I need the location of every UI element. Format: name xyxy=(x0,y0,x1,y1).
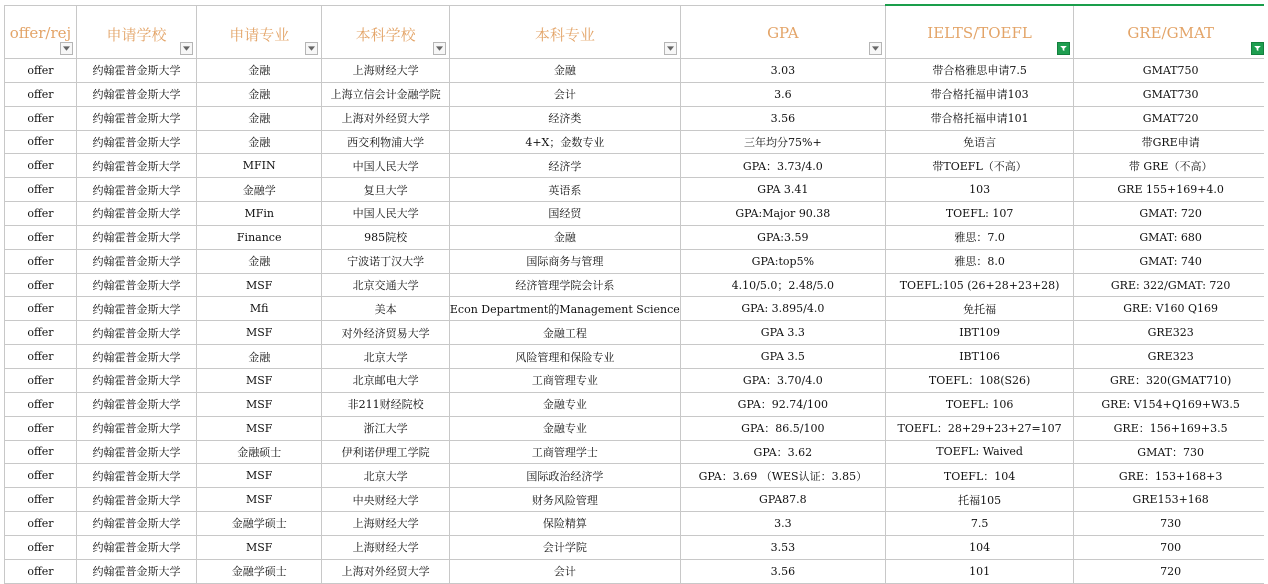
column-header-label: 申请学校 xyxy=(106,25,167,44)
cell-undergrad-major[interactable]: 金融工程 xyxy=(449,321,680,345)
column-header-label: IELTS/TOEFL xyxy=(927,24,1032,42)
cell-offer-rej[interactable]: offer xyxy=(5,392,77,416)
cell-gre-gmat[interactable]: 带GRE申请 xyxy=(1074,130,1268,154)
cell-offer-rej[interactable]: offer xyxy=(5,345,77,369)
cell-gpa[interactable]: GPA 3.3 xyxy=(680,321,885,345)
cell-undergrad-school[interactable]: 中央财经大学 xyxy=(322,488,450,512)
table-row xyxy=(5,297,1268,321)
table-row xyxy=(5,321,1268,345)
cell-gre-gmat[interactable]: GRE 155+169+4.0 xyxy=(1074,178,1268,202)
cell-gre-gmat[interactable]: GMAT: 680 xyxy=(1074,225,1268,249)
cell-offer-rej[interactable]: offer xyxy=(5,512,77,536)
cell-program[interactable]: 金融 xyxy=(197,345,322,369)
filter-funnel-icon[interactable] xyxy=(1057,42,1070,55)
cell-ielts-toefl[interactable]: TOEFL: Waived xyxy=(885,440,1073,464)
cell-offer-rej[interactable]: offer xyxy=(5,82,77,106)
cell-ielts-toefl[interactable]: 带合格托福申请103 xyxy=(885,82,1073,106)
cell-gre-gmat[interactable]: GRE：320(GMAT710) xyxy=(1074,368,1268,392)
cell-ielts-toefl[interactable]: 101 xyxy=(885,559,1073,583)
cell-gpa[interactable]: GPA：3.62 xyxy=(680,440,885,464)
table-row xyxy=(5,106,1268,130)
cell-undergrad-school[interactable]: 非211财经院校 xyxy=(322,392,450,416)
cell-school[interactable]: 约翰霍普金斯大学 xyxy=(76,82,196,106)
cell-undergrad-school[interactable]: 北京邮电大学 xyxy=(322,368,450,392)
cell-offer-rej[interactable]: offer xyxy=(5,297,77,321)
cell-gre-gmat[interactable]: GMAT: 720 xyxy=(1074,202,1268,226)
cell-ielts-toefl[interactable]: 带合格托福申请101 xyxy=(885,106,1073,130)
cell-offer-rej[interactable]: offer xyxy=(5,225,77,249)
cell-gre-gmat[interactable]: 720 xyxy=(1074,559,1268,583)
cell-gpa[interactable]: GPA：3.69 （WES认证：3.85） xyxy=(680,464,885,488)
cell-undergrad-major[interactable]: 经济管理学院会计系 xyxy=(449,273,680,297)
cell-offer-rej[interactable]: offer xyxy=(5,464,77,488)
cell-undergrad-major[interactable]: 会计 xyxy=(449,82,680,106)
cell-undergrad-school[interactable]: 对外经济贸易大学 xyxy=(322,321,450,345)
column-header-label: 本科专业 xyxy=(534,25,595,44)
cell-ielts-toefl[interactable]: TOEFL: 106 xyxy=(885,392,1073,416)
cell-program[interactable]: Finance xyxy=(197,225,322,249)
header-row xyxy=(5,5,1268,59)
cell-ielts-toefl[interactable]: TOEFL：108(S26) xyxy=(885,368,1073,392)
cell-gre-gmat[interactable]: GRE：156+169+3.5 xyxy=(1074,416,1268,440)
table-row xyxy=(5,488,1268,512)
cell-program[interactable]: 金融学 xyxy=(197,178,322,202)
cell-program[interactable]: MSF xyxy=(197,488,322,512)
dropdown-arrow-icon[interactable] xyxy=(305,42,318,55)
dropdown-arrow-icon[interactable] xyxy=(433,42,446,55)
cell-program[interactable]: MSF xyxy=(197,321,322,345)
cell-school[interactable]: 约翰霍普金斯大学 xyxy=(76,249,196,273)
cell-gre-gmat[interactable]: GRE：153+168+3 xyxy=(1074,464,1268,488)
cell-school[interactable]: 约翰霍普金斯大学 xyxy=(76,106,196,130)
table-row xyxy=(5,368,1268,392)
cell-offer-rej[interactable]: offer xyxy=(5,249,77,273)
table-row xyxy=(5,345,1268,369)
cell-undergrad-major[interactable]: 经济类 xyxy=(449,106,680,130)
cell-program[interactable]: 金融 xyxy=(197,82,322,106)
cell-gre-gmat[interactable]: 带 GRE（不高） xyxy=(1074,154,1268,178)
cell-undergrad-major[interactable]: 工商管理专业 xyxy=(449,368,680,392)
cell-undergrad-major[interactable]: 工商管理学士 xyxy=(449,440,680,464)
cell-offer-rej[interactable]: offer xyxy=(5,202,77,226)
cell-gre-gmat[interactable]: GMAT730 xyxy=(1074,82,1268,106)
cell-school[interactable]: 约翰霍普金斯大学 xyxy=(76,368,196,392)
cell-school[interactable]: 约翰霍普金斯大学 xyxy=(76,154,196,178)
cell-program[interactable]: MSF xyxy=(197,535,322,559)
cell-school[interactable]: 约翰霍普金斯大学 xyxy=(76,392,196,416)
cell-gpa[interactable]: GPA 3.41 xyxy=(680,178,885,202)
table-row xyxy=(5,178,1268,202)
column-header-undergrad-major[interactable] xyxy=(449,5,680,59)
cell-undergrad-major[interactable]: 风险管理和保险专业 xyxy=(449,345,680,369)
column-header-school[interactable] xyxy=(76,5,196,59)
cell-ielts-toefl[interactable]: TOEFL：28+29+23+27=107 xyxy=(885,416,1073,440)
column-header-label: offer/rej xyxy=(9,23,72,42)
sheet-edge xyxy=(1264,4,1268,584)
column-header-ielts-toefl[interactable] xyxy=(885,5,1073,59)
cell-ielts-toefl[interactable]: 免托福 xyxy=(885,297,1073,321)
cell-undergrad-major[interactable]: 金融 xyxy=(449,59,680,83)
cell-gpa[interactable]: 3.3 xyxy=(680,512,885,536)
cell-undergrad-major[interactable]: 金融专业 xyxy=(449,416,680,440)
applications-table xyxy=(4,4,1268,584)
cell-program[interactable]: Mfi xyxy=(197,297,322,321)
cell-offer-rej[interactable]: offer xyxy=(5,273,77,297)
cell-offer-rej[interactable]: offer xyxy=(5,59,77,83)
dropdown-arrow-icon[interactable] xyxy=(664,42,677,55)
cell-gpa[interactable]: GPA 3.5 xyxy=(680,345,885,369)
table-row xyxy=(5,59,1268,83)
column-header-label: 申请专业 xyxy=(229,25,290,44)
cell-offer-rej[interactable]: offer xyxy=(5,440,77,464)
cell-offer-rej[interactable]: offer xyxy=(5,321,77,345)
column-header-label: GRE/GMAT xyxy=(1127,24,1214,42)
cell-school[interactable]: 约翰霍普金斯大学 xyxy=(76,559,196,583)
cell-program[interactable]: MFIN xyxy=(197,154,322,178)
cell-school[interactable]: 约翰霍普金斯大学 xyxy=(76,225,196,249)
cell-school[interactable]: 约翰霍普金斯大学 xyxy=(76,488,196,512)
cell-gre-gmat[interactable]: GRE: V154+Q169+W3.5 xyxy=(1074,392,1268,416)
column-header-program[interactable] xyxy=(197,5,322,59)
cell-ielts-toefl[interactable]: IBT109 xyxy=(885,321,1073,345)
cell-undergrad-major[interactable]: Econ Department的Management Science xyxy=(449,297,680,321)
cell-gpa[interactable]: 3.6 xyxy=(680,82,885,106)
cell-undergrad-major[interactable]: 4+X；金数专业 xyxy=(449,130,680,154)
cell-gpa[interactable]: GPA：3.70/4.0 xyxy=(680,368,885,392)
table-row xyxy=(5,154,1268,178)
dropdown-arrow-icon[interactable] xyxy=(180,42,193,55)
cell-undergrad-school[interactable]: 北京交通大学 xyxy=(322,273,450,297)
cell-undergrad-major[interactable]: 国际商务与管理 xyxy=(449,249,680,273)
column-header-offer-rej[interactable] xyxy=(5,5,77,59)
cell-offer-rej[interactable]: offer xyxy=(5,130,77,154)
cell-undergrad-school[interactable]: 伊利诺伊理工学院 xyxy=(322,440,450,464)
cell-school[interactable]: 约翰霍普金斯大学 xyxy=(76,178,196,202)
cell-school[interactable]: 约翰霍普金斯大学 xyxy=(76,130,196,154)
cell-program[interactable]: MSF xyxy=(197,416,322,440)
cell-school[interactable]: 约翰霍普金斯大学 xyxy=(76,273,196,297)
cell-program[interactable]: MSF xyxy=(197,273,322,297)
cell-gre-gmat[interactable]: GMAT720 xyxy=(1074,106,1268,130)
cell-ielts-toefl[interactable]: 雅思：8.0 xyxy=(885,249,1073,273)
column-header-label: 本科学校 xyxy=(355,25,416,44)
table-row xyxy=(5,392,1268,416)
cell-gre-gmat[interactable]: GRE323 xyxy=(1074,345,1268,369)
cell-school[interactable]: 约翰霍普金斯大学 xyxy=(76,416,196,440)
cell-gre-gmat[interactable]: GRE153+168 xyxy=(1074,488,1268,512)
table-row xyxy=(5,416,1268,440)
cell-offer-rej[interactable]: offer xyxy=(5,416,77,440)
cell-undergrad-school[interactable]: 复旦大学 xyxy=(322,178,450,202)
column-header-label: GPA xyxy=(767,23,799,42)
cell-offer-rej[interactable]: offer xyxy=(5,106,77,130)
cell-ielts-toefl[interactable]: TOEFL:105 (26+28+23+28) xyxy=(885,273,1073,297)
cell-school[interactable]: 约翰霍普金斯大学 xyxy=(76,59,196,83)
cell-offer-rej[interactable]: offer xyxy=(5,178,77,202)
cell-ielts-toefl[interactable]: 带合格雅思申请7.5 xyxy=(885,59,1073,83)
cell-gre-gmat[interactable]: GMAT: 740 xyxy=(1074,249,1268,273)
cell-gre-gmat[interactable]: GRE: V160 Q169 xyxy=(1074,297,1268,321)
cell-undergrad-school[interactable]: 上海财经大学 xyxy=(322,59,450,83)
table-row xyxy=(5,202,1268,226)
cell-program[interactable]: MSF xyxy=(197,464,322,488)
cell-undergrad-school[interactable]: 宁波诺丁汉大学 xyxy=(322,249,450,273)
table-row xyxy=(5,130,1268,154)
cell-undergrad-school[interactable]: 上海财经大学 xyxy=(322,535,450,559)
cell-undergrad-major[interactable]: 金融专业 xyxy=(449,392,680,416)
cell-program[interactable]: MSF xyxy=(197,392,322,416)
cell-gpa[interactable]: GPA87.8 xyxy=(680,488,885,512)
cell-undergrad-major[interactable]: 金融 xyxy=(449,225,680,249)
cell-gpa[interactable]: 3.53 xyxy=(680,535,885,559)
cell-program[interactable]: MFin xyxy=(197,202,322,226)
cell-undergrad-major[interactable]: 会计学院 xyxy=(449,535,680,559)
cell-undergrad-school[interactable]: 浙江大学 xyxy=(322,416,450,440)
cell-undergrad-school[interactable]: 美本 xyxy=(322,297,450,321)
cell-school[interactable]: 约翰霍普金斯大学 xyxy=(76,535,196,559)
cell-program[interactable]: 金融学硕士 xyxy=(197,559,322,583)
cell-gre-gmat[interactable]: 700 xyxy=(1074,535,1268,559)
cell-undergrad-school[interactable]: 北京大学 xyxy=(322,345,450,369)
table-row xyxy=(5,225,1268,249)
filter-funnel-icon[interactable] xyxy=(1251,42,1264,55)
cell-undergrad-school[interactable]: 985院校 xyxy=(322,225,450,249)
cell-school[interactable]: 约翰霍普金斯大学 xyxy=(76,202,196,226)
cell-school[interactable]: 约翰霍普金斯大学 xyxy=(76,297,196,321)
cell-undergrad-major[interactable]: 会计 xyxy=(449,559,680,583)
cell-ielts-toefl[interactable]: 103 xyxy=(885,178,1073,202)
cell-undergrad-school[interactable]: 上海财经大学 xyxy=(322,512,450,536)
column-header-undergrad-school[interactable] xyxy=(322,5,450,59)
cell-gre-gmat[interactable]: GMAT：730 xyxy=(1074,440,1268,464)
cell-gpa[interactable]: 三年均分75%+ xyxy=(680,130,885,154)
dropdown-arrow-icon[interactable] xyxy=(869,42,882,55)
cell-undergrad-major[interactable]: 保险精算 xyxy=(449,512,680,536)
cell-offer-rej[interactable]: offer xyxy=(5,535,77,559)
table-row xyxy=(5,559,1268,583)
cell-gre-gmat[interactable]: GRE323 xyxy=(1074,321,1268,345)
cell-undergrad-major[interactable]: 财务风险管理 xyxy=(449,488,680,512)
cell-gpa[interactable]: 3.56 xyxy=(680,106,885,130)
dropdown-arrow-icon[interactable] xyxy=(60,42,73,55)
cell-undergrad-school[interactable]: 北京大学 xyxy=(322,464,450,488)
cell-undergrad-major[interactable]: 国际政治经济学 xyxy=(449,464,680,488)
cell-school[interactable]: 约翰霍普金斯大学 xyxy=(76,345,196,369)
cell-ielts-toefl[interactable]: 7.5 xyxy=(885,512,1073,536)
cell-school[interactable]: 约翰霍普金斯大学 xyxy=(76,440,196,464)
cell-offer-rej[interactable]: offer xyxy=(5,154,77,178)
cell-undergrad-school[interactable]: 上海对外经贸大学 xyxy=(322,106,450,130)
cell-undergrad-school[interactable]: 上海立信会计金融学院 xyxy=(322,82,450,106)
cell-gpa[interactable]: GPA:top5% xyxy=(680,249,885,273)
cell-gpa[interactable]: 3.56 xyxy=(680,559,885,583)
cell-ielts-toefl[interactable]: TOEFL：104 xyxy=(885,464,1073,488)
cell-program[interactable]: MSF xyxy=(197,368,322,392)
cell-ielts-toefl[interactable]: 104 xyxy=(885,535,1073,559)
cell-offer-rej[interactable]: offer xyxy=(5,368,77,392)
cell-gpa[interactable]: 4.10/5.0；2.48/5.0 xyxy=(680,273,885,297)
cell-undergrad-major[interactable]: 国经贸 xyxy=(449,202,680,226)
cell-school[interactable]: 约翰霍普金斯大学 xyxy=(76,512,196,536)
table-row xyxy=(5,273,1268,297)
table-body xyxy=(5,59,1268,584)
cell-program[interactable]: 金融 xyxy=(197,106,322,130)
cell-undergrad-school[interactable]: 中国人民大学 xyxy=(322,202,450,226)
cell-undergrad-school[interactable]: 上海对外经贸大学 xyxy=(322,559,450,583)
column-header-gre-gmat[interactable] xyxy=(1074,5,1268,59)
cell-program[interactable]: 金融 xyxy=(197,59,322,83)
cell-undergrad-school[interactable]: 中国人民大学 xyxy=(322,154,450,178)
cell-ielts-toefl[interactable]: IBT106 xyxy=(885,345,1073,369)
cell-school[interactable]: 约翰霍普金斯大学 xyxy=(76,321,196,345)
cell-ielts-toefl[interactable]: 带TOEFL（不高） xyxy=(885,154,1073,178)
cell-gre-gmat[interactable]: 730 xyxy=(1074,512,1268,536)
cell-gpa[interactable]: GPA: 3.895/4.0 xyxy=(680,297,885,321)
cell-undergrad-major[interactable]: 英语系 xyxy=(449,178,680,202)
cell-gpa[interactable]: 3.03 xyxy=(680,59,885,83)
cell-ielts-toefl[interactable]: 托福105 xyxy=(885,488,1073,512)
table-row xyxy=(5,440,1268,464)
table-row xyxy=(5,512,1268,536)
cell-gpa[interactable]: GPA：86.5/100 xyxy=(680,416,885,440)
cell-program[interactable]: 金融学硕士 xyxy=(197,512,322,536)
cell-gre-gmat[interactable]: GRE: 322/GMAT: 720 xyxy=(1074,273,1268,297)
cell-ielts-toefl[interactable]: 雅思：7.0 xyxy=(885,225,1073,249)
cell-program[interactable]: 金融 xyxy=(197,249,322,273)
cell-offer-rej[interactable]: offer xyxy=(5,559,77,583)
table-row xyxy=(5,249,1268,273)
cell-gre-gmat[interactable]: GMAT750 xyxy=(1074,59,1268,83)
cell-ielts-toefl[interactable]: 免语言 xyxy=(885,130,1073,154)
cell-program[interactable]: 金融硕士 xyxy=(197,440,322,464)
column-header-gpa[interactable] xyxy=(680,5,885,59)
cell-school[interactable]: 约翰霍普金斯大学 xyxy=(76,464,196,488)
cell-ielts-toefl[interactable]: TOEFL: 107 xyxy=(885,202,1073,226)
cell-undergrad-school[interactable]: 西交利物浦大学 xyxy=(322,130,450,154)
cell-offer-rej[interactable]: offer xyxy=(5,488,77,512)
table-row xyxy=(5,535,1268,559)
cell-program[interactable]: 金融 xyxy=(197,130,322,154)
cell-undergrad-major[interactable]: 经济学 xyxy=(449,154,680,178)
table-row xyxy=(5,464,1268,488)
table-row xyxy=(5,82,1268,106)
cell-gpa[interactable]: GPA：92.74/100 xyxy=(680,392,885,416)
cell-gpa[interactable]: GPA:Major 90.38 xyxy=(680,202,885,226)
cell-gpa[interactable]: GPA:3.59 xyxy=(680,225,885,249)
cell-gpa[interactable]: GPA：3.73/4.0 xyxy=(680,154,885,178)
